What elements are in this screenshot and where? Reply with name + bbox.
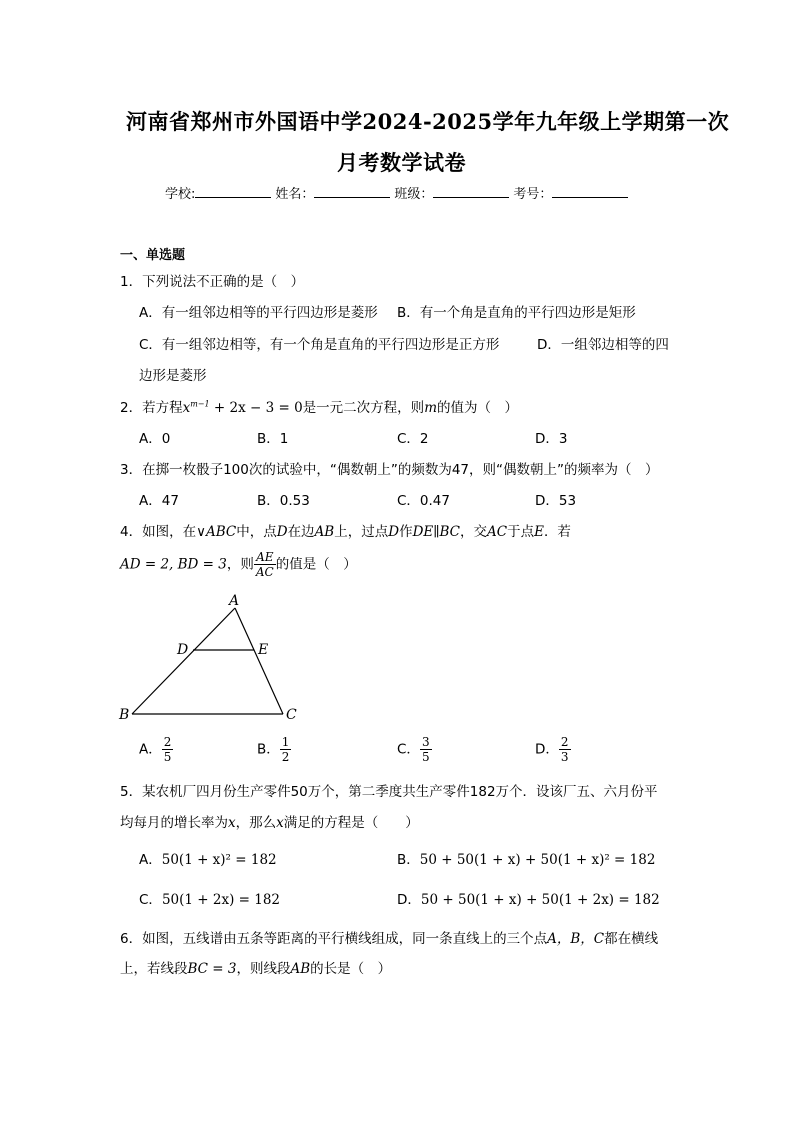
q4-ratio: [254, 550, 276, 579]
q1-option-a[interactable]: A．有一组邻边相等的平行四边形是菱形: [139, 305, 378, 321]
q1-option-d-cont: 边形是菱形: [139, 368, 207, 384]
page-title-line2: 月考数学试卷: [337, 150, 466, 175]
page-title-line1: 河南省郑州市外国语中学2024-2025学年九年级上学期第一次: [126, 109, 730, 134]
q4-a-num: 2: [163, 735, 172, 749]
q5-d-eq: 50 + 50(1 + x) + 50(1 + 2x) = 182: [420, 892, 660, 908]
name-label: 姓名：: [275, 187, 315, 202]
q1-stem: 1．下列说法不正确的是（ ）: [120, 274, 305, 290]
q6-ab: AB: [290, 961, 311, 977]
q3-option-a[interactable]: A．47: [139, 493, 179, 509]
class-label: 班级：: [394, 187, 434, 202]
q4-c-den: 5: [421, 750, 430, 764]
class-blank[interactable]: [433, 185, 509, 198]
q4-c-label: C．: [397, 741, 420, 758]
q4-t10: 的值是（ ）: [275, 556, 357, 573]
q5-option-b[interactable]: [397, 848, 655, 868]
q2-option-a[interactable]: A．0: [139, 431, 171, 447]
q5-option-c[interactable]: [139, 888, 280, 908]
q3-option-b[interactable]: B．0.53: [257, 493, 310, 509]
q4-b-den: 2: [281, 750, 290, 764]
student-info-line: [165, 183, 632, 202]
q4-point-e: E: [534, 524, 544, 540]
q4-point-d: D: [276, 524, 288, 540]
q5-c-eq: 50(1 + 2x) = 182: [161, 892, 280, 908]
q5-option-a[interactable]: [139, 848, 277, 868]
q4-t4: 上，过点: [334, 524, 389, 540]
q4-t3: 在边: [287, 524, 315, 540]
q4-b-label: B．: [257, 741, 280, 758]
q4-parallel: DE∥BC: [412, 524, 460, 540]
q4-triangle-figure: [110, 588, 310, 728]
q5-t1: 均每月的增长率为: [120, 815, 228, 831]
q5-a-eq: 50(1 + x)² = 182: [161, 852, 277, 868]
q5-a-label: A．: [139, 852, 162, 868]
q6-stem-line1: [120, 927, 658, 947]
side-ac: [235, 608, 283, 714]
q6-bc: BC = 3: [187, 961, 237, 977]
q4-c-num: 3: [421, 735, 430, 749]
q4-option-c[interactable]: [397, 735, 432, 764]
q5-t3: 满足的方程是（ ）: [283, 815, 419, 831]
q4-option-a[interactable]: [139, 735, 173, 764]
q2-option-c[interactable]: C．2: [397, 431, 429, 447]
q6-t1: 6．如图，五线谱由五条等距离的平行横线组成，同一条直线上的三个点: [120, 931, 548, 947]
q4-t8: ．若: [543, 524, 571, 540]
q2-var: m: [424, 400, 437, 416]
q4-ratio-den: AC: [255, 565, 274, 579]
q1-option-b[interactable]: B．有一个角是直角的平行四边形是矩形: [397, 305, 636, 321]
q4-triangle: ∨ABC: [196, 524, 237, 540]
q2-text-post: 的值为（ ）: [437, 400, 518, 416]
q4-option-b[interactable]: [257, 735, 291, 764]
q4-d-label: D．: [535, 741, 559, 758]
q4-d-num: 2: [560, 735, 569, 749]
school-label: 学校:: [165, 187, 196, 202]
q4-t1: 4．如图，在: [120, 524, 197, 540]
q2-text-mid: 是一元二次方程，则: [302, 400, 425, 416]
q4-condition: AD = 2, BD = 3: [120, 556, 227, 573]
q3-stem: 3．在掷一枚骰子100次的试验中，“偶数朝上”的频数为47，则“偶数朝上”的频率为（ ）: [120, 462, 659, 478]
q3-option-d[interactable]: D．53: [535, 493, 577, 509]
q6-t3: 上，若线段: [120, 961, 188, 977]
q3-option-c[interactable]: C．0.47: [397, 493, 450, 509]
q6-t4: ，则线段: [236, 961, 291, 977]
q4-stem-line1: [120, 520, 571, 540]
q5-c-label: C．: [139, 892, 162, 908]
label-c: C: [286, 707, 297, 723]
q4-seg-ab: AB: [314, 524, 335, 540]
q2-stem: [120, 396, 518, 416]
q5-x: x: [228, 815, 236, 831]
side-ab: [132, 608, 235, 714]
q4-d-den: 3: [560, 750, 569, 764]
q5-b-eq: 50 + 50(1 + x) + 50(1 + x)² = 182: [419, 852, 656, 868]
q5-t2: ，那么: [235, 815, 277, 831]
q6-t5: 的长是（ ）: [310, 961, 392, 977]
q4-t7: 于点: [507, 524, 535, 540]
label-a: A: [229, 593, 240, 609]
q4-a-label: A．: [139, 741, 162, 758]
school-blank[interactable]: [195, 185, 271, 198]
q2-eq-rest: + 2x − 3 = 0: [209, 400, 303, 416]
name-blank[interactable]: [314, 185, 390, 198]
q6-t2: 都在横线: [604, 931, 659, 947]
q4-t5: 作: [399, 524, 413, 540]
q6-stem-line2: [120, 957, 391, 977]
exam-no-blank[interactable]: [552, 185, 628, 198]
q4-ratio-num: AE: [256, 550, 274, 564]
q4-t6: ，交: [459, 524, 487, 540]
q2-option-d[interactable]: D．3: [535, 431, 568, 447]
q4-option-d[interactable]: [535, 735, 571, 764]
q4-a-den: 5: [163, 750, 172, 764]
q2-eq-x: x: [182, 400, 191, 416]
q6-points: A，B，C: [547, 931, 605, 947]
q2-text-pre: 2．若方程: [120, 400, 183, 416]
q5-b-label: B．: [397, 852, 420, 868]
q4-point-d2: D: [388, 524, 400, 540]
q5-stem-line2: [120, 811, 419, 831]
q4-t9: ，则: [226, 556, 254, 573]
label-d: D: [177, 642, 189, 658]
q2-option-b[interactable]: B．1: [257, 431, 289, 447]
q4-t2: 中，点: [236, 524, 277, 540]
q5-d-label: D．: [397, 892, 421, 908]
q4-seg-ac: AC: [486, 524, 508, 540]
label-e: E: [258, 642, 269, 658]
section-heading: 一、单选题: [120, 248, 186, 263]
q2-eq-exp: m−1: [190, 399, 210, 409]
label-b: B: [119, 707, 130, 723]
q5-option-d[interactable]: [397, 888, 660, 908]
q1-option-c[interactable]: C．有一组邻边相等，有一个角是直角的平行四边形是正方形: [139, 337, 500, 353]
q4-b-num: 1: [281, 735, 290, 749]
q5-stem-line1: 5．某农机厂四月份生产零件50万个，第二季度共生产零件182万个．设该厂五、六月份平: [120, 784, 658, 800]
q5-x2: x: [276, 815, 284, 831]
q1-option-d[interactable]: D．一组邻边相等的四: [537, 337, 669, 353]
exam-no-label: 考号：: [513, 187, 553, 202]
q4-stem-line2: [120, 550, 357, 579]
